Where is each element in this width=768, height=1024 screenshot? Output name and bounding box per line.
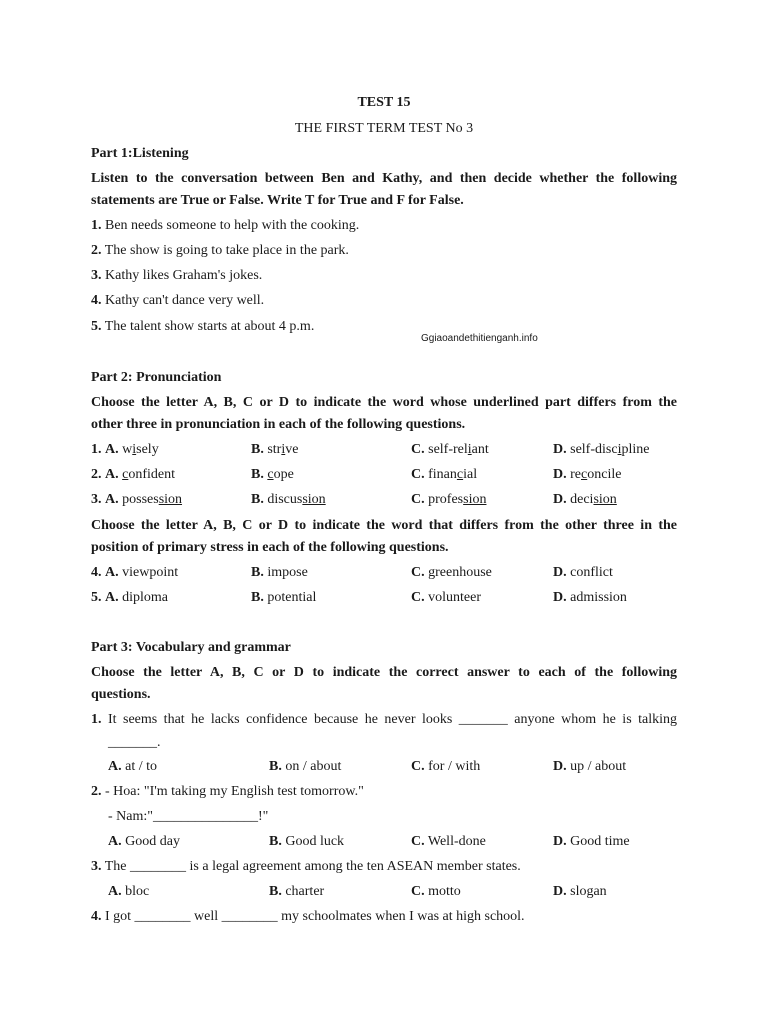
watermark-text: Ggiaoandethitienganh.info	[421, 333, 538, 344]
part3-heading: Part 3: Vocabulary and grammar	[91, 640, 291, 655]
part2-heading: Part 2: Pronunciation	[91, 370, 222, 385]
question-option-b: B. charter	[269, 884, 325, 899]
question-stem: 2. - Hoa: "I'm taking my English test tomorrow."	[91, 784, 364, 799]
question-stem: 4. I got ________ well ________ my schoolmates when I was at high school.	[91, 909, 525, 924]
list-item: 2. The show is going to take place in the park.	[91, 243, 349, 258]
question-option-a: 2. A. confident	[91, 467, 175, 482]
question-option-d: D. admission	[553, 590, 627, 605]
question-option-b: B. cope	[251, 467, 294, 482]
part2-instruction2-line2: position of primary stress in each of the following questions.	[91, 540, 449, 555]
question-option-a: A. at / to	[108, 759, 158, 774]
part1-instruction-line1: Listen to the conversation between Ben and Kathy, and then decide whether the following	[91, 171, 677, 186]
test-subtitle: THE FIRST TERM TEST No 3	[294, 121, 474, 136]
question-option-c: C. greenhouse	[411, 565, 492, 580]
part3-instruction-line2: questions.	[91, 687, 151, 702]
list-item: 3. Kathy likes Graham's jokes.	[91, 268, 263, 283]
question-option-a: 4. A. viewpoint	[91, 565, 179, 580]
question-option-c: C. financial	[411, 467, 478, 482]
question-option-a: A. Good day	[108, 834, 180, 849]
question-option-d: D. reconcile	[553, 467, 622, 482]
question-option-c: C. volunteer	[411, 590, 481, 605]
part2-instruction2-line1: Choose the letter A, B, C or D to indicate the word that differs from the other three in the	[91, 518, 677, 533]
question-option-b: B. strive	[251, 442, 299, 457]
question-option-b: B. impose	[251, 565, 308, 580]
part1-instruction-line2: statements are True or False. Write T for True and F for False.	[91, 193, 464, 208]
part2-instruction1-line2: other three in pronunciation in each of the following questions.	[91, 417, 466, 432]
question-option-a: 1. A. wisely	[91, 442, 159, 457]
question-option-b: B. discussion	[251, 492, 326, 507]
part2-instruction1-line1: Choose the letter A, B, C or D to indicate the word whose underlined part differs from the	[91, 395, 677, 410]
question-option-d: D. self-discipline	[553, 442, 650, 457]
part1-heading: Part 1:Listening	[91, 146, 189, 161]
list-item: 4. Kathy can't dance very well.	[91, 293, 265, 308]
part3-instruction-line1: Choose the letter A, B, C or D to indicate the correct answer to each of the following	[91, 665, 677, 680]
question-stem-continued: _______.	[108, 735, 161, 750]
question-option-c: C. for / with	[411, 759, 481, 774]
question-option-d: D. decision	[553, 492, 617, 507]
question-stem: 1. It seems that he lacks confidence because he never looks _______ anyone whom he is talking	[91, 712, 677, 727]
question-option-c: C. motto	[411, 884, 461, 899]
question-option-c: C. profession	[411, 492, 487, 507]
question-option-c: C. Well-done	[411, 834, 486, 849]
list-item: 5. The talent show starts at about 4 p.m.	[91, 319, 315, 334]
test-title: TEST 15	[357, 95, 411, 110]
question-option-b: B. on / about	[269, 759, 342, 774]
question-stem-continued: - Nam:"_______________!"	[108, 809, 269, 824]
question-option-b: B. Good luck	[269, 834, 345, 849]
question-option-b: B. potential	[251, 590, 317, 605]
question-stem: 3. The ________ is a legal agreement among the ten ASEAN member states.	[91, 859, 521, 874]
question-option-a: 5. A. diploma	[91, 590, 169, 605]
question-option-d: D. slogan	[553, 884, 607, 899]
question-option-a: 3. A. possession	[91, 492, 183, 507]
question-option-d: D. up / about	[553, 759, 627, 774]
question-option-a: A. bloc	[108, 884, 150, 899]
question-option-c: C. self-reliant	[411, 442, 489, 457]
question-option-d: D. Good time	[553, 834, 630, 849]
question-option-d: D. conflict	[553, 565, 613, 580]
list-item: 1. Ben needs someone to help with the cooking.	[91, 218, 360, 233]
